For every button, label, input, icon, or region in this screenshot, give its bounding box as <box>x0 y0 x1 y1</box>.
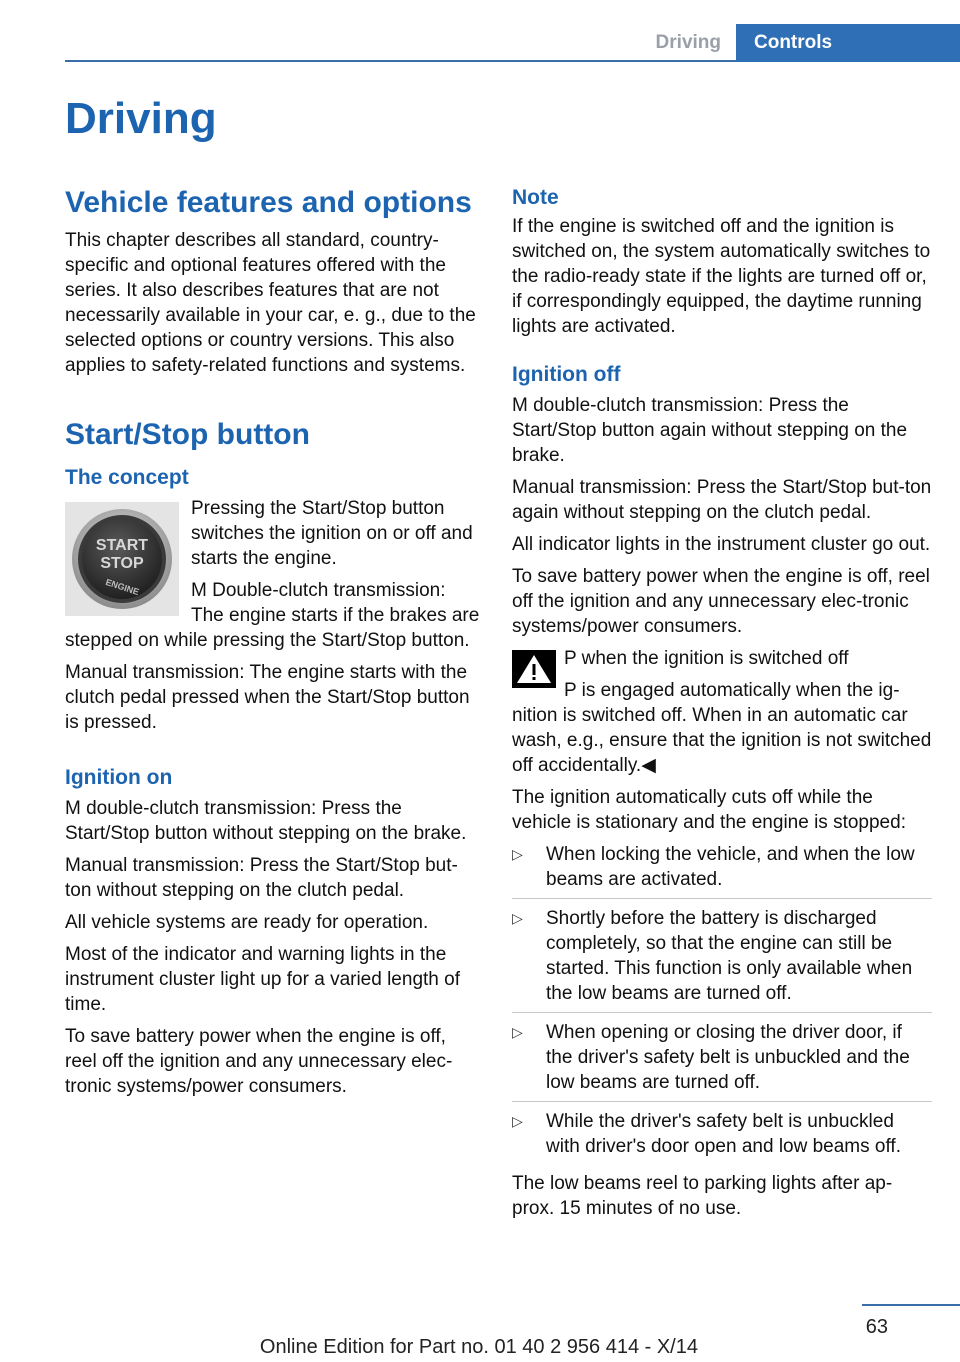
edition-footer: Online Edition for Part no. 01 40 2 956 414 - X/14 <box>259 1336 698 1358</box>
start-stop-button-icon <box>65 502 179 616</box>
engine-label: ENGINE <box>104 576 141 598</box>
concept-section <box>65 496 481 742</box>
list-item: ▷ When locking the vehicle, and when the low beams are activated. <box>512 842 932 899</box>
concept-p2: M Double-clutch transmission: The engine starts if the brakes are stepped on while pressing the Start/Stop button. <box>65 580 480 651</box>
concept-p1: Pressing the Start/Stop button switches the ignition on or off and starts the engine. <box>191 498 473 569</box>
note-body: If the engine is switched off and the ignition is switched on, the system automatically switches to the radio-ready state if the lights are turned off or, if correspondingly equipped, the daytime running lights are activated. <box>512 216 931 337</box>
list-item: ▷ Shortly before the battery is discharged completely, so that the engine can still be started. This function is only available when the low beams are turned off. <box>512 906 932 1013</box>
warning-icon <box>512 650 556 688</box>
ignition-on-p5: To save battery power when the engine is off, reel off the ignition and any unnecessary elec-tronic systems/power consumers. <box>65 1026 453 1097</box>
auto-cut-intro: The ignition automatically cuts off while the vehicle is stationary and the engine is stopped: <box>512 787 906 833</box>
bullet-triangle-icon: ▷ <box>512 910 523 926</box>
ignition-off-p2: Manual transmission: Press the Start/Stop but-ton again without stepping on the clutch pedal. <box>512 477 932 523</box>
page-number: 63 <box>865 1316 888 1338</box>
warning-title: P when the ignition is switched off <box>564 648 849 669</box>
ignition-off-p1: M double-clutch transmission: Press the Start/Stop button again without stepping on the brake. <box>512 395 908 466</box>
page-title: Driving <box>65 94 217 143</box>
list-item: ▷ When opening or closing the driver door, if the driver's safety belt is unbuckled and the low beams are turned off. <box>512 1020 932 1102</box>
bullet-triangle-icon: ▷ <box>512 1113 523 1129</box>
bullet-triangle-icon: ▷ <box>512 846 523 862</box>
start-label: START <box>95 537 149 554</box>
ignition-on-p2: Manual transmission: Press the Start/Stop but-ton without stepping on the clutch pedal. <box>65 855 458 901</box>
ignition-on-p4: Most of the indicator and warning lights in the instrument cluster light up for a varied length of time. <box>65 944 460 1015</box>
ignition-off-heading: Ignition off <box>512 363 621 386</box>
warning-body: P is engaged automatically when the ig-nition is switched off. When in an automatic car wash, e.g., ensure that the ignition is not switched off accidentally.◀ <box>512 680 932 776</box>
concept-p3: Manual transmission: The engine starts with the clutch pedal pressed when the Start/Stop button is pressed. <box>65 662 470 733</box>
start-stop-heading: Start/Stop button <box>65 418 310 451</box>
footer-rule <box>862 1304 960 1306</box>
note-heading: Note <box>512 186 559 209</box>
vehicle-features-heading: Vehicle features and options <box>65 186 472 219</box>
list-item: ▷ While the driver's safety belt is unbuckled with driver's door open and low beams off. <box>512 1111 901 1157</box>
ignition-on-heading: Ignition on <box>65 766 173 789</box>
concept-heading: The concept <box>65 466 189 489</box>
section-tab[interactable]: Driving <box>655 32 721 53</box>
left-column <box>65 184 481 1106</box>
vehicle-features-body: This chapter describes all standard, country-specific and optional features offered with the series. It also describes features that are not necessarily available in your car, e. g., due to the selected options or country versions. This also applies to safety-related functions and systems. <box>65 230 476 376</box>
closing-paragraph: The low beams reel to parking lights after ap-prox. 15 minutes of no use. <box>512 1173 893 1219</box>
ignition-on-p1: M double-clutch transmission: Press the Start/Stop button without stepping on the brake. <box>65 798 467 844</box>
ignition-off-p3: All indicator lights in the instrument cluster go out. <box>512 534 931 555</box>
start-stop-button-image <box>65 502 179 616</box>
ignition-off-p4: To save battery power when the engine is off, reel off the ignition and any unnecessary elec-tronic systems/power consumers. <box>512 566 930 637</box>
warning-box <box>512 646 932 785</box>
ignition-on-p3: All vehicle systems are ready for operation. <box>65 912 429 933</box>
stop-label: STOP <box>100 555 144 572</box>
auto-cut-list <box>512 842 932 1165</box>
right-column <box>512 184 932 1228</box>
bullet-triangle-icon: ▷ <box>512 1024 523 1040</box>
chapter-tab[interactable]: Controls <box>736 24 960 62</box>
